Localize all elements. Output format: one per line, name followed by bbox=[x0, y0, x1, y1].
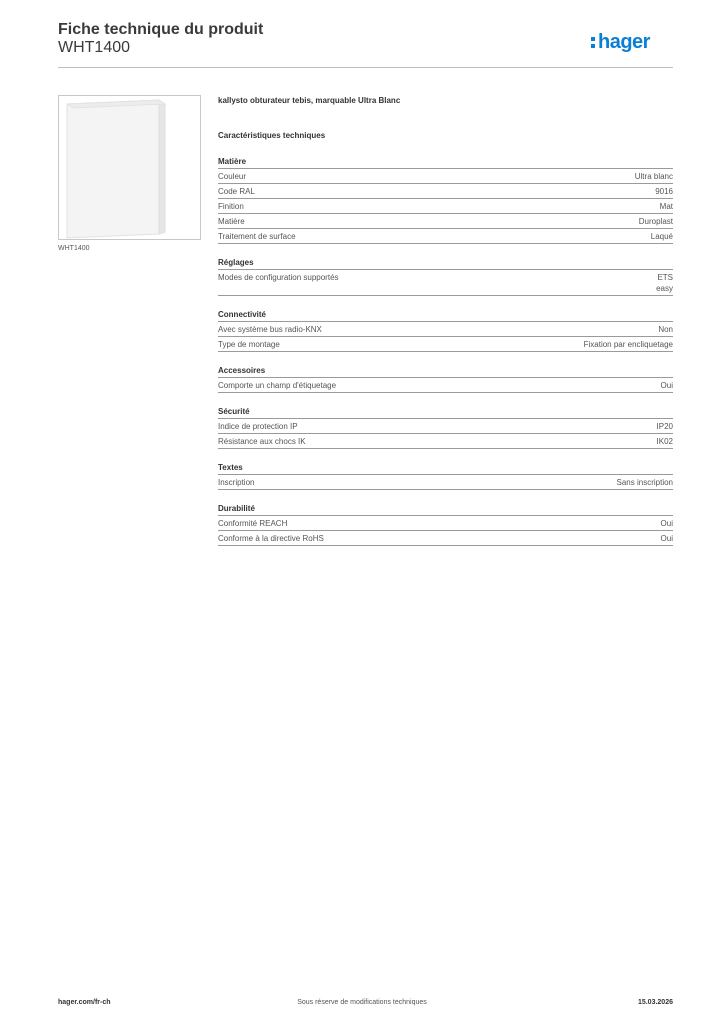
spec-row bbox=[218, 229, 673, 244]
spec-section bbox=[218, 157, 673, 244]
image-caption: WHT1400 bbox=[58, 245, 90, 252]
product-description: kallysto obturateur tebis, marquable Ultra Blanc bbox=[218, 96, 401, 105]
spec-value bbox=[656, 272, 673, 294]
cover-plate-illustration bbox=[59, 96, 200, 239]
hager-logo bbox=[590, 28, 674, 56]
spec-value-line: Ultra blanc bbox=[634, 172, 673, 181]
spec-value-line: Duroplast bbox=[638, 217, 673, 226]
spec-label: Conforme à la directive RoHS bbox=[218, 534, 324, 543]
product-image bbox=[58, 95, 201, 240]
spec-label: Inscription bbox=[218, 478, 255, 487]
spec-value bbox=[661, 533, 673, 544]
spec-section bbox=[218, 258, 673, 296]
spec-section bbox=[218, 407, 673, 449]
spec-value-line: 9016 bbox=[655, 187, 673, 196]
spec-value-line: IP20 bbox=[656, 422, 673, 431]
spec-value bbox=[655, 186, 673, 197]
footer-website[interactable]: hager.com/fr-ch bbox=[58, 999, 111, 1006]
spec-value-line: Laqué bbox=[650, 232, 673, 241]
footer-disclaimer: Sous réserve de modifications techniques bbox=[297, 999, 427, 1006]
spec-value-line: Mat bbox=[659, 202, 673, 211]
spec-label: Traitement de surface bbox=[218, 232, 296, 241]
spec-label: Modes de configuration supportés bbox=[218, 273, 339, 282]
spec-row bbox=[218, 378, 673, 393]
spec-row bbox=[218, 419, 673, 434]
spec-label: Code RAL bbox=[218, 187, 255, 196]
spec-row bbox=[218, 199, 673, 214]
spec-value bbox=[651, 231, 673, 242]
spec-label: Indice de protection IP bbox=[218, 422, 298, 431]
spec-row bbox=[218, 434, 673, 449]
spec-value-line: Oui bbox=[660, 381, 673, 390]
spec-row bbox=[218, 516, 673, 531]
spec-label: Comporte un champ d'étiquetage bbox=[218, 381, 337, 390]
product-code: WHT1400 bbox=[58, 39, 131, 56]
spec-value-line: Oui bbox=[660, 519, 673, 528]
spec-value bbox=[639, 216, 673, 227]
spec-content bbox=[218, 96, 673, 546]
spec-section bbox=[218, 366, 673, 393]
section-title: Sécurité bbox=[218, 407, 673, 419]
spec-value bbox=[657, 436, 673, 447]
svg-text:hager: hager bbox=[598, 31, 650, 53]
spec-value bbox=[661, 380, 673, 391]
spec-value-line: easy bbox=[656, 284, 673, 293]
spec-label: Type de montage bbox=[218, 340, 280, 349]
spec-row bbox=[218, 322, 673, 337]
spec-row bbox=[218, 531, 673, 546]
spec-label: Finition bbox=[218, 202, 244, 211]
spec-value-line: Sans inscription bbox=[616, 478, 673, 487]
spec-value bbox=[584, 339, 673, 350]
spec-label: Conformité REACH bbox=[218, 519, 288, 528]
footer-date: 15.03.2026 bbox=[637, 999, 673, 1006]
section-title: Réglages bbox=[218, 258, 673, 270]
section-title: Accessoires bbox=[218, 366, 673, 378]
spec-value bbox=[658, 324, 673, 335]
page-title: Fiche technique du produit bbox=[58, 21, 264, 38]
spec-label: Résistance aux chocs IK bbox=[218, 437, 306, 446]
spec-label: Couleur bbox=[218, 172, 247, 181]
spec-label: Matière bbox=[218, 217, 245, 226]
spec-value bbox=[635, 171, 673, 182]
spec-sections bbox=[218, 157, 673, 546]
spec-row bbox=[218, 270, 673, 296]
spec-value bbox=[661, 518, 673, 529]
section-title: Matière bbox=[218, 157, 673, 169]
spec-value-line: Fixation par encliquetage bbox=[583, 340, 673, 349]
spec-value bbox=[657, 421, 673, 432]
spec-value bbox=[660, 201, 673, 212]
spec-value-line: IK02 bbox=[656, 437, 673, 446]
spec-row bbox=[218, 475, 673, 490]
spec-row bbox=[218, 184, 673, 199]
spec-row bbox=[218, 214, 673, 229]
spec-row bbox=[218, 337, 673, 352]
spec-value bbox=[617, 477, 673, 488]
spec-label: Avec système bus radio-KNX bbox=[218, 325, 322, 334]
spec-value-line: ETS bbox=[657, 273, 673, 282]
spec-section bbox=[218, 504, 673, 546]
section-title: Connectivité bbox=[218, 310, 673, 322]
spec-row bbox=[218, 169, 673, 184]
spec-section bbox=[218, 463, 673, 490]
header-divider bbox=[58, 67, 673, 68]
spec-value-line: Non bbox=[658, 325, 673, 334]
section-title: Textes bbox=[218, 463, 673, 475]
section-title: Durabilité bbox=[218, 504, 673, 516]
tech-characteristics-heading: Caractéristiques techniques bbox=[218, 131, 326, 140]
spec-section bbox=[218, 310, 673, 352]
spec-value-line: Oui bbox=[660, 534, 673, 543]
